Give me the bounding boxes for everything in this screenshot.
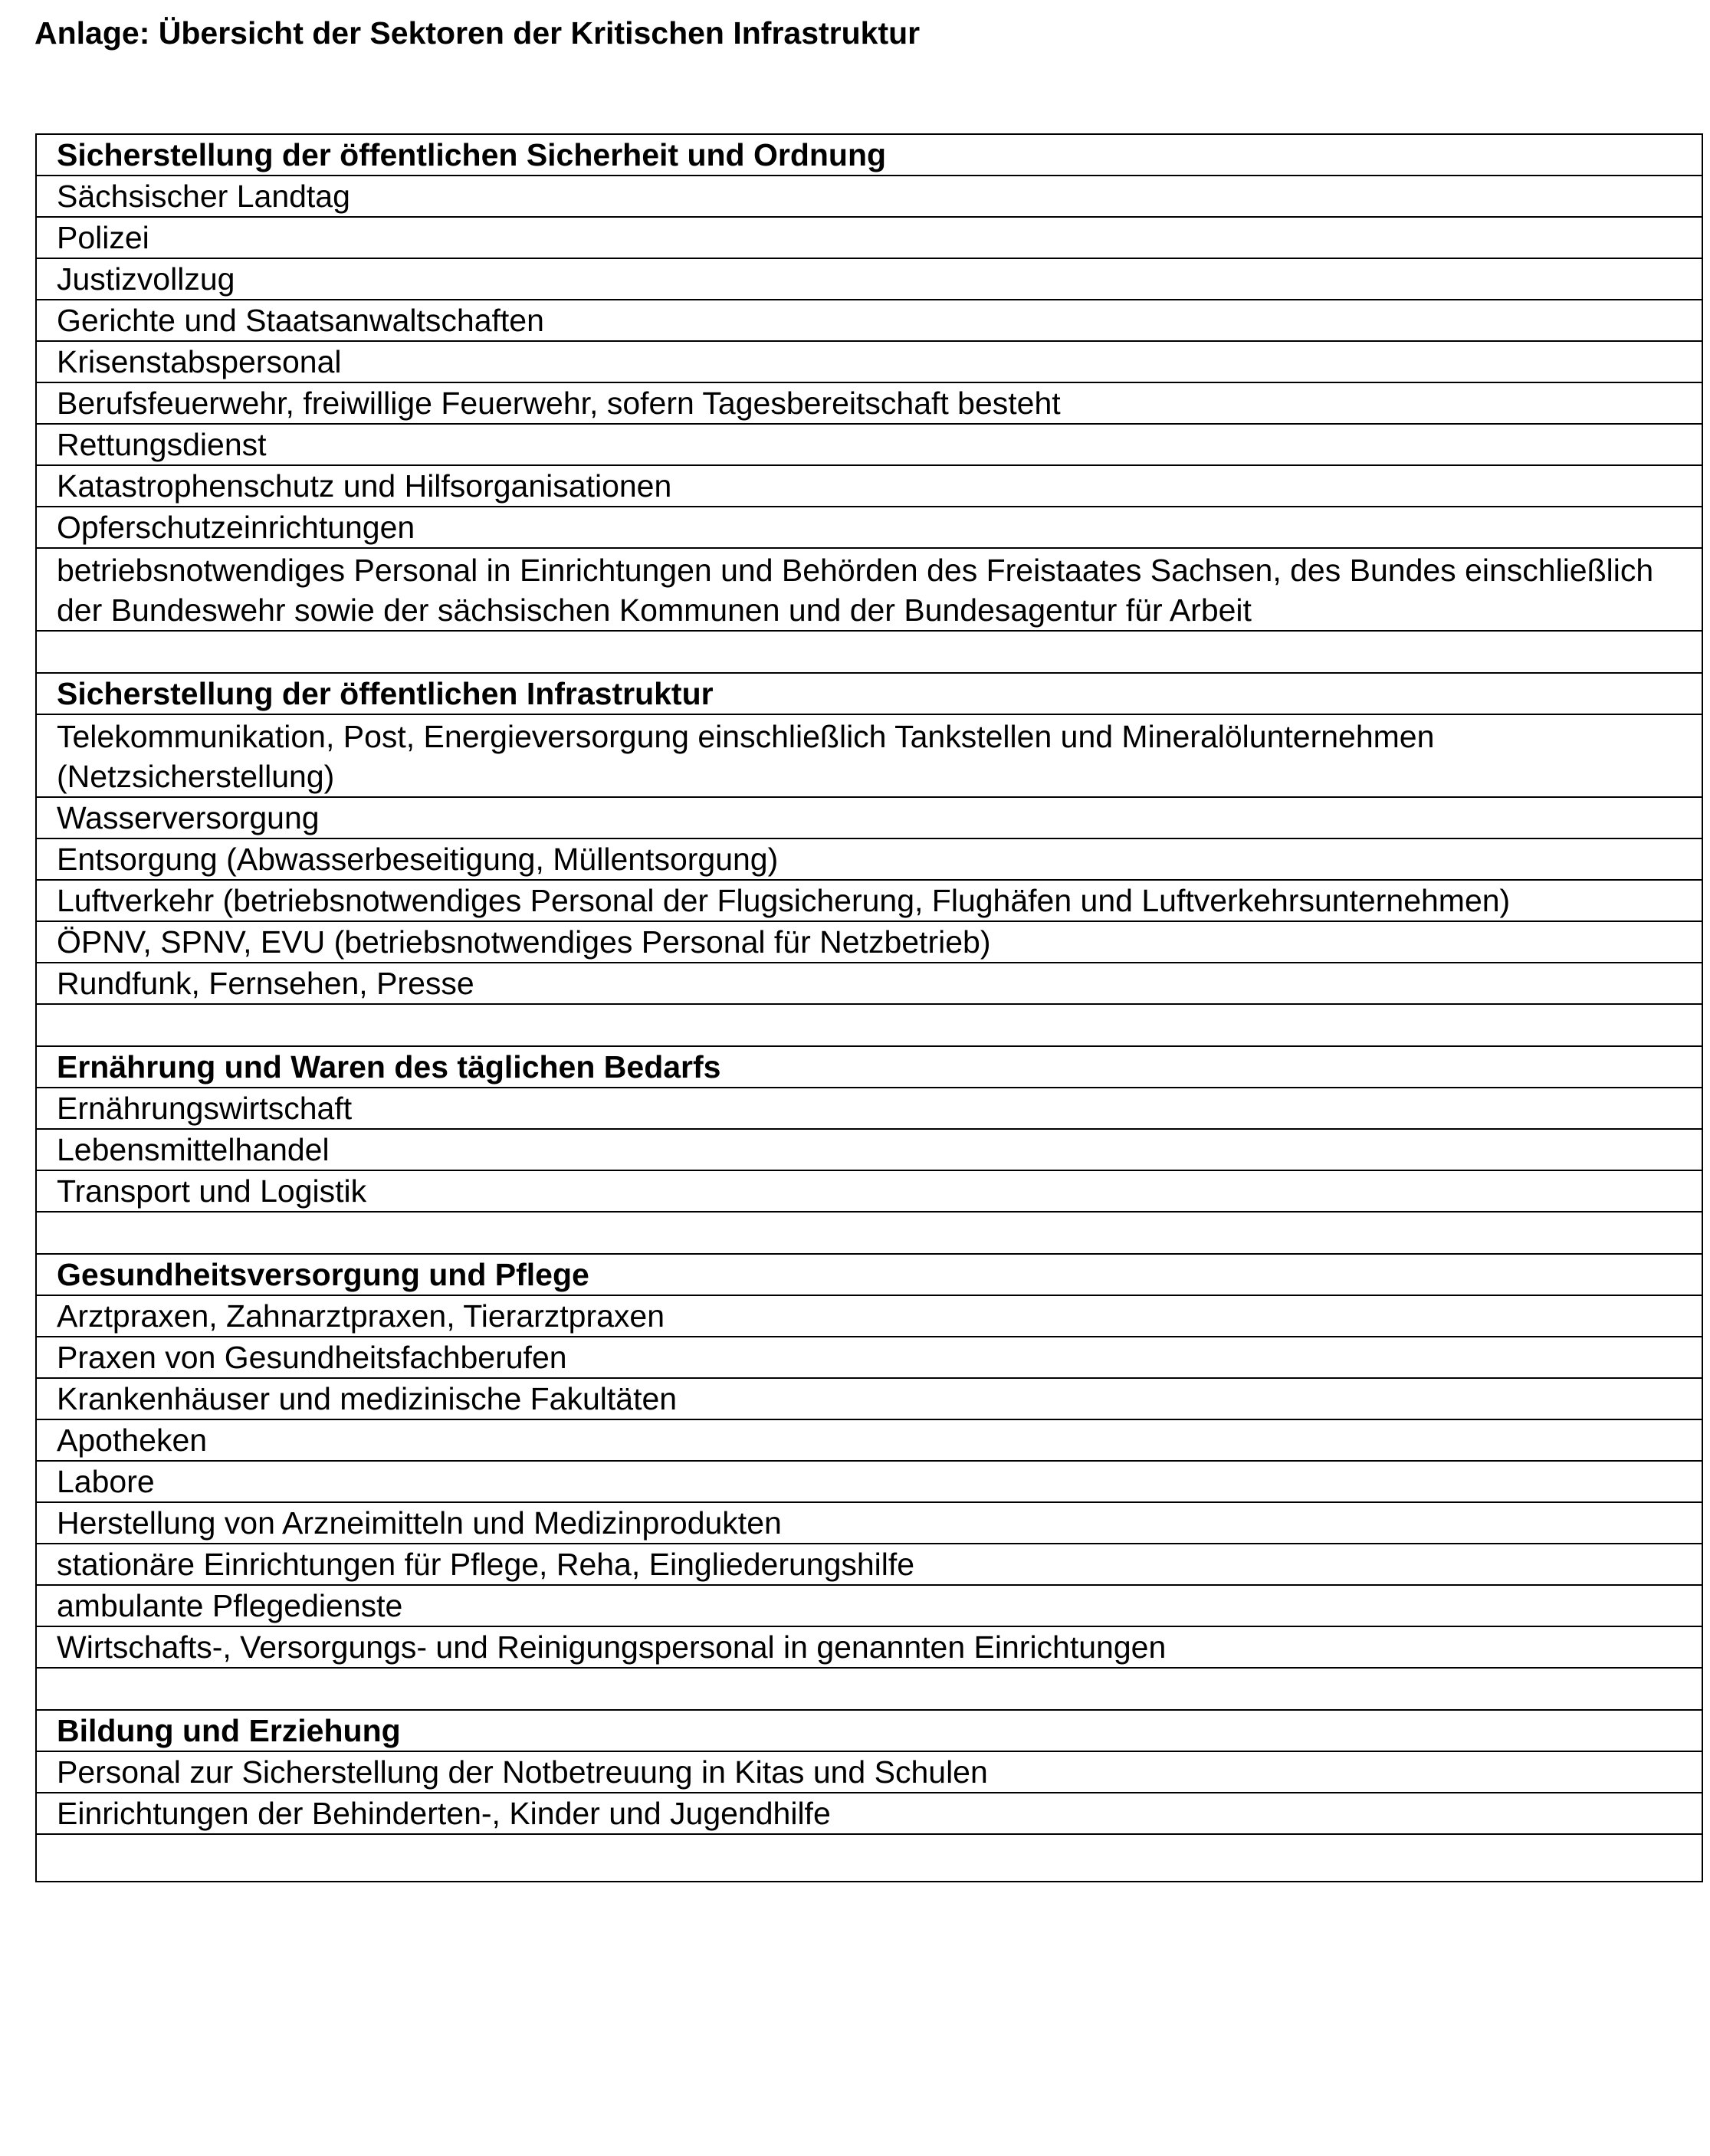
sector-item-row [36, 217, 1702, 258]
sector-header: Gesundheitsversorgung und Pflege [36, 1254, 1702, 1295]
sector-item: Apotheken [36, 1419, 1702, 1461]
sector-item: Ernährungswirtschaft [36, 1088, 1702, 1129]
sector-item-row [36, 1626, 1702, 1668]
sector-item: Transport und Logistik [36, 1170, 1702, 1212]
sector-item: ambulante Pflegedienste [36, 1585, 1702, 1626]
sector-item-row [36, 341, 1702, 382]
sector-item-row [36, 1088, 1702, 1129]
sector-item-row [36, 1751, 1702, 1793]
sector-header: Bildung und Erziehung [36, 1710, 1702, 1751]
sector-item: Rundfunk, Fernsehen, Presse [36, 963, 1702, 1004]
sector-item-row [36, 1793, 1702, 1834]
sector-table [35, 133, 1703, 1882]
sector-item: Lebensmittelhandel [36, 1129, 1702, 1170]
sector-item-row [36, 382, 1702, 424]
sector-item: Entsorgung (Abwasserbeseitigung, Müllentsorgung) [36, 838, 1702, 880]
sector-item: Rettungsdienst [36, 424, 1702, 465]
sector-item-row [36, 880, 1702, 921]
sector-item: Arztpraxen, Zahnarztpraxen, Tierarztpraxen [36, 1295, 1702, 1337]
sector-item: Wirtschafts-, Versorgungs- und Reinigungspersonal in genannten Einrichtungen [36, 1626, 1702, 1668]
sector-item: Krisenstabspersonal [36, 341, 1702, 382]
sector-item: Krankenhäuser und medizinische Fakultäten [36, 1378, 1702, 1419]
sector-item-row [36, 838, 1702, 880]
sector-item: Berufsfeuerwehr, freiwillige Feuerwehr, sofern Tagesbereitschaft besteht [36, 382, 1702, 424]
sector-item: Herstellung von Arzneimitteln und Medizinprodukten [36, 1502, 1702, 1544]
sector-item-row [36, 797, 1702, 838]
sector-item-row [36, 300, 1702, 341]
sector-item: Telekommunikation, Post, Energieversorgung einschließlich Tankstellen und Mineralölunternehmen (Netzsicherstellung) [36, 714, 1702, 797]
spacer-row [36, 1668, 1702, 1710]
sector-item: Justizvollzug [36, 258, 1702, 300]
sector-item-row [36, 1461, 1702, 1502]
sector-item-row [36, 465, 1702, 507]
document-title: Anlage: Übersicht der Sektoren der Kritischen Infrastruktur [34, 15, 921, 51]
sector-item-row [36, 963, 1702, 1004]
sector-item-row [36, 548, 1702, 631]
sector-item-row [36, 1378, 1702, 1419]
sector-item: Polizei [36, 217, 1702, 258]
sector-header: Sicherstellung der öffentlichen Infrastruktur [36, 673, 1702, 714]
sector-item-row [36, 921, 1702, 963]
sector-item-row [36, 1502, 1702, 1544]
sector-item-row [36, 1129, 1702, 1170]
sector-header-row [36, 134, 1702, 176]
sector-item-row [36, 1295, 1702, 1337]
sector-header: Ernährung und Waren des täglichen Bedarfs [36, 1046, 1702, 1088]
spacer-cell [36, 631, 1702, 673]
sector-item: ÖPNV, SPNV, EVU (betriebsnotwendiges Personal für Netzbetrieb) [36, 921, 1702, 963]
spacer-cell [36, 1212, 1702, 1254]
sector-item: Einrichtungen der Behinderten-, Kinder und Jugendhilfe [36, 1793, 1702, 1834]
sector-header-row [36, 1046, 1702, 1088]
sector-item-row [36, 258, 1702, 300]
sector-item-row [36, 176, 1702, 217]
sector-item: betriebsnotwendiges Personal in Einrichtungen und Behörden des Freistaates Sachsen, des Bundes einschließlich der Bundeswehr sowie der sächsischen Kommunen und der Bundesagentur für Arbeit [36, 548, 1702, 631]
sector-item: Wasserversorgung [36, 797, 1702, 838]
sector-item-row [36, 424, 1702, 465]
spacer-row [36, 1834, 1702, 1882]
sector-item-row [36, 1544, 1702, 1585]
sector-item: Personal zur Sicherstellung der Notbetreuung in Kitas und Schulen [36, 1751, 1702, 1793]
sector-item: stationäre Einrichtungen für Pflege, Reha, Eingliederungshilfe [36, 1544, 1702, 1585]
spacer-row [36, 1004, 1702, 1046]
spacer-cell [36, 1004, 1702, 1046]
sector-item-row [36, 1170, 1702, 1212]
sector-item: Luftverkehr (betriebsnotwendiges Personal der Flugsicherung, Flughäfen und Luftverkehrsunternehmen) [36, 880, 1702, 921]
sector-item: Katastrophenschutz und Hilfsorganisationen [36, 465, 1702, 507]
spacer-row [36, 631, 1702, 673]
sector-header-row [36, 673, 1702, 714]
sector-item-row [36, 1419, 1702, 1461]
sector-item-row [36, 714, 1702, 797]
sector-item: Labore [36, 1461, 1702, 1502]
spacer-row [36, 1212, 1702, 1254]
sector-item: Praxen von Gesundheitsfachberufen [36, 1337, 1702, 1378]
sector-header-row [36, 1710, 1702, 1751]
sector-item-row [36, 1585, 1702, 1626]
sector-item: Sächsischer Landtag [36, 176, 1702, 217]
sector-item: Gerichte und Staatsanwaltschaften [36, 300, 1702, 341]
sector-item-row [36, 507, 1702, 548]
sector-item-row [36, 1337, 1702, 1378]
sector-item: Opferschutzeinrichtungen [36, 507, 1702, 548]
spacer-cell [36, 1668, 1702, 1710]
spacer-cell [36, 1834, 1702, 1882]
sector-header-row [36, 1254, 1702, 1295]
sector-header: Sicherstellung der öffentlichen Sicherheit und Ordnung [36, 134, 1702, 176]
